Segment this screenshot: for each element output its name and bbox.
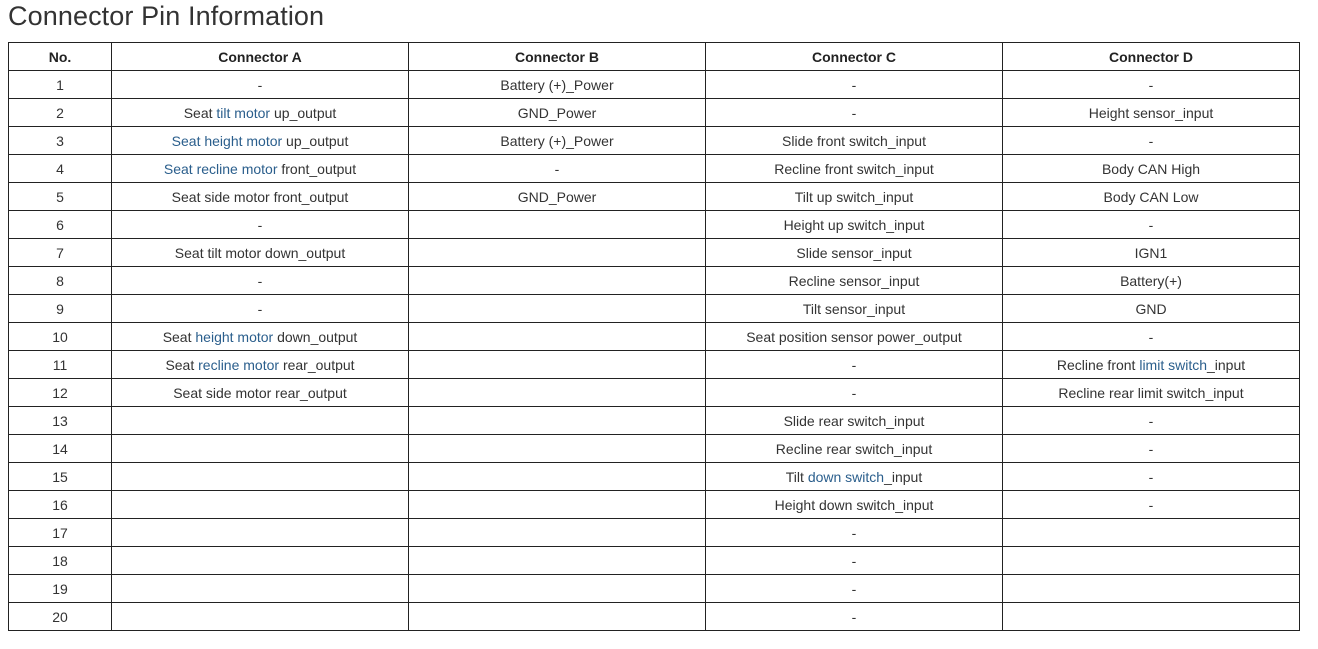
- cell-text: -: [1148, 76, 1154, 93]
- connector-d-cell: [1003, 323, 1300, 351]
- connector-c-cell: [706, 211, 1003, 239]
- connector-c-cell: [706, 491, 1003, 519]
- connector-a-cell: [112, 491, 409, 519]
- connector-d-cell: [1003, 267, 1300, 295]
- connector-d-cell: [1003, 239, 1300, 267]
- connector-d-cell: [1003, 99, 1300, 127]
- pin-number-cell: 9: [9, 295, 112, 323]
- table-row: [9, 491, 1300, 519]
- connector-a-cell: [112, 323, 409, 351]
- pin-number-cell: 6: [9, 211, 112, 239]
- connector-a-cell: [112, 155, 409, 183]
- connector-c-cell: [706, 71, 1003, 99]
- connector-b-cell: [409, 435, 706, 463]
- connector-c-cell: [706, 603, 1003, 631]
- connector-a-cell: [112, 239, 409, 267]
- cell-text: _input: [1207, 356, 1246, 373]
- cell-text: GND: [1135, 300, 1167, 317]
- table-row: [9, 435, 1300, 463]
- connector-d-cell: [1003, 183, 1300, 211]
- connector-b-cell: [409, 575, 706, 603]
- cell-text: -: [851, 104, 857, 121]
- cell-text: Seat tilt motor down_output: [174, 244, 346, 261]
- connector-c-cell: [706, 295, 1003, 323]
- cell-text: front_output: [277, 160, 357, 177]
- cell-text: Height sensor_input: [1088, 104, 1214, 121]
- cell-text: down_output: [273, 328, 358, 345]
- connector-d-cell: [1003, 603, 1300, 631]
- connector-c-cell: [706, 435, 1003, 463]
- highlighted-term: tilt motor: [216, 104, 271, 121]
- cell-text: Seat position sensor power_output: [746, 328, 962, 345]
- pin-number-cell: 15: [9, 463, 112, 491]
- highlighted-term: limit switch: [1139, 356, 1207, 373]
- cell-text: -: [257, 272, 263, 289]
- cell-text: Battery(+): [1120, 272, 1182, 289]
- cell-text: -: [257, 76, 263, 93]
- pin-number-cell: 20: [9, 603, 112, 631]
- connector-c-cell: [706, 323, 1003, 351]
- cell-text: -: [1148, 496, 1154, 513]
- connector-c-cell: [706, 127, 1003, 155]
- cell-text: Slide sensor_input: [796, 244, 912, 261]
- table-row: [9, 127, 1300, 155]
- cell-text: Body CAN Low: [1103, 188, 1199, 205]
- connector-d-cell: [1003, 435, 1300, 463]
- connector-b-cell: [409, 407, 706, 435]
- connector-c-cell: [706, 575, 1003, 603]
- cell-text: GND_Power: [517, 104, 597, 121]
- connector-c-cell: [706, 379, 1003, 407]
- cell-text: -: [851, 76, 857, 93]
- pin-number-cell: 18: [9, 547, 112, 575]
- connector-d-cell: [1003, 463, 1300, 491]
- connector-d-cell: [1003, 491, 1300, 519]
- highlighted-term: recline motor: [198, 356, 280, 373]
- connector-c-cell: [706, 99, 1003, 127]
- cell-text: -: [1148, 440, 1154, 457]
- connector-a-cell: [112, 127, 409, 155]
- table-row: [9, 575, 1300, 603]
- connector-c-cell: [706, 351, 1003, 379]
- cell-text: Body CAN High: [1101, 160, 1201, 177]
- cell-text: up_output: [282, 132, 349, 149]
- connector-a-cell: [112, 99, 409, 127]
- cell-text: _input: [884, 468, 923, 485]
- cell-text: Seat side motor front_output: [171, 188, 349, 205]
- cell-text: -: [851, 552, 857, 569]
- cell-text: -: [1148, 328, 1154, 345]
- table-row: [9, 295, 1300, 323]
- connector-b-cell: [409, 463, 706, 491]
- pin-number-cell: 13: [9, 407, 112, 435]
- connector-b-cell: [409, 547, 706, 575]
- cell-text: Tilt: [785, 468, 808, 485]
- table-row: [9, 155, 1300, 183]
- highlighted-term: down switch: [807, 468, 885, 485]
- connector-a-cell: [112, 463, 409, 491]
- pin-number-cell: 7: [9, 239, 112, 267]
- table-body: [9, 71, 1300, 631]
- connector-d-cell: [1003, 547, 1300, 575]
- pin-number-cell: 14: [9, 435, 112, 463]
- connector-d-cell: [1003, 211, 1300, 239]
- connector-pin-table: [8, 42, 1300, 631]
- column-header-connector-d: Connector D: [1003, 43, 1300, 71]
- connector-b-cell: [409, 239, 706, 267]
- cell-text: Seat: [162, 328, 196, 345]
- connector-b-cell: [409, 295, 706, 323]
- connector-b-cell: [409, 323, 706, 351]
- connector-b-cell: [409, 155, 706, 183]
- cell-text: Recline rear switch_input: [775, 440, 933, 457]
- cell-text: GND_Power: [517, 188, 597, 205]
- cell-text: -: [1148, 132, 1154, 149]
- pin-number-cell: 5: [9, 183, 112, 211]
- connector-a-cell: [112, 603, 409, 631]
- table-row: [9, 379, 1300, 407]
- table-row: [9, 239, 1300, 267]
- cell-text: rear_output: [279, 356, 355, 373]
- cell-text: -: [851, 580, 857, 597]
- pin-number-cell: 10: [9, 323, 112, 351]
- cell-text: Recline sensor_input: [788, 272, 920, 289]
- pin-number-cell: 8: [9, 267, 112, 295]
- connector-a-cell: [112, 435, 409, 463]
- connector-c-cell: [706, 547, 1003, 575]
- cell-text: -: [1148, 216, 1154, 233]
- cell-text: Seat side motor rear_output: [173, 384, 347, 401]
- cell-text: Slide rear switch_input: [783, 412, 925, 429]
- connector-c-cell: [706, 519, 1003, 547]
- table-row: [9, 603, 1300, 631]
- connector-b-cell: [409, 519, 706, 547]
- connector-a-cell: [112, 211, 409, 239]
- connector-a-cell: [112, 575, 409, 603]
- pin-number-cell: 3: [9, 127, 112, 155]
- cell-text: -: [851, 524, 857, 541]
- connector-d-cell: [1003, 379, 1300, 407]
- connector-c-cell: [706, 183, 1003, 211]
- connector-b-cell: [409, 267, 706, 295]
- cell-text: Seat: [165, 356, 199, 373]
- connector-b-cell: [409, 183, 706, 211]
- cell-text: Recline rear limit switch_input: [1058, 384, 1244, 401]
- connector-c-cell: [706, 267, 1003, 295]
- pin-number-cell: 17: [9, 519, 112, 547]
- connector-c-cell: [706, 407, 1003, 435]
- pin-number-cell: 12: [9, 379, 112, 407]
- pin-number-cell: 4: [9, 155, 112, 183]
- connector-d-cell: [1003, 575, 1300, 603]
- table-header-row: [9, 43, 1300, 71]
- connector-b-cell: [409, 603, 706, 631]
- column-header-connector-b: Connector B: [409, 43, 706, 71]
- connector-b-cell: [409, 379, 706, 407]
- cell-text: Seat: [183, 104, 217, 121]
- cell-text: -: [554, 160, 560, 177]
- connector-d-cell: [1003, 127, 1300, 155]
- cell-text: Slide front switch_input: [782, 132, 926, 149]
- connector-c-cell: [706, 463, 1003, 491]
- table-row: [9, 211, 1300, 239]
- connector-a-cell: [112, 379, 409, 407]
- cell-text: Recline front switch_input: [774, 160, 934, 177]
- connector-a-cell: [112, 351, 409, 379]
- cell-text: Tilt sensor_input: [802, 300, 906, 317]
- table-row: [9, 547, 1300, 575]
- connector-a-cell: [112, 267, 409, 295]
- connector-b-cell: [409, 71, 706, 99]
- cell-text: -: [1148, 412, 1154, 429]
- connector-a-cell: [112, 183, 409, 211]
- connector-a-cell: [112, 71, 409, 99]
- connector-d-cell: [1003, 351, 1300, 379]
- connector-b-cell: [409, 127, 706, 155]
- connector-d-cell: [1003, 71, 1300, 99]
- connector-d-cell: [1003, 519, 1300, 547]
- cell-text: Height up switch_input: [783, 216, 925, 233]
- cell-text: Recline front: [1056, 356, 1140, 373]
- connector-c-cell: [706, 239, 1003, 267]
- connector-a-cell: [112, 295, 409, 323]
- highlighted-term: Seat recline motor: [163, 160, 278, 177]
- pin-number-cell: 11: [9, 351, 112, 379]
- connector-a-cell: [112, 407, 409, 435]
- table-row: [9, 519, 1300, 547]
- cell-text: -: [851, 608, 857, 625]
- pin-number-cell: 1: [9, 71, 112, 99]
- table-row: [9, 267, 1300, 295]
- connector-c-cell: [706, 155, 1003, 183]
- table-row: [9, 323, 1300, 351]
- table-row: [9, 407, 1300, 435]
- column-header-connector-a: Connector A: [112, 43, 409, 71]
- column-header-connector-c: Connector C: [706, 43, 1003, 71]
- pin-number-cell: 2: [9, 99, 112, 127]
- cell-text: -: [1148, 468, 1154, 485]
- cell-text: -: [257, 300, 263, 317]
- connector-a-cell: [112, 547, 409, 575]
- table-row: [9, 351, 1300, 379]
- pin-number-cell: 19: [9, 575, 112, 603]
- highlighted-term: height motor: [195, 328, 274, 345]
- cell-text: Battery (+)_Power: [500, 132, 614, 149]
- connector-a-cell: [112, 519, 409, 547]
- table-row: [9, 71, 1300, 99]
- page-title: Connector Pin Information: [8, 1, 325, 31]
- connector-d-cell: [1003, 155, 1300, 183]
- cell-text: up_output: [270, 104, 337, 121]
- cell-text: -: [257, 216, 263, 233]
- column-header-no: No.: [9, 43, 112, 71]
- pin-number-cell: 16: [9, 491, 112, 519]
- cell-text: IGN1: [1134, 244, 1168, 261]
- connector-b-cell: [409, 211, 706, 239]
- connector-b-cell: [409, 99, 706, 127]
- connector-d-cell: [1003, 295, 1300, 323]
- cell-text: -: [851, 384, 857, 401]
- connector-d-cell: [1003, 407, 1300, 435]
- table-row: [9, 463, 1300, 491]
- cell-text: Battery (+)_Power: [500, 76, 614, 93]
- cell-text: Height down switch_input: [774, 496, 934, 513]
- connector-b-cell: [409, 491, 706, 519]
- connector-b-cell: [409, 351, 706, 379]
- cell-text: -: [851, 356, 857, 373]
- table-row: [9, 183, 1300, 211]
- table-row: [9, 99, 1300, 127]
- highlighted-term: Seat height motor: [171, 132, 283, 149]
- cell-text: Tilt up switch_input: [794, 188, 914, 205]
